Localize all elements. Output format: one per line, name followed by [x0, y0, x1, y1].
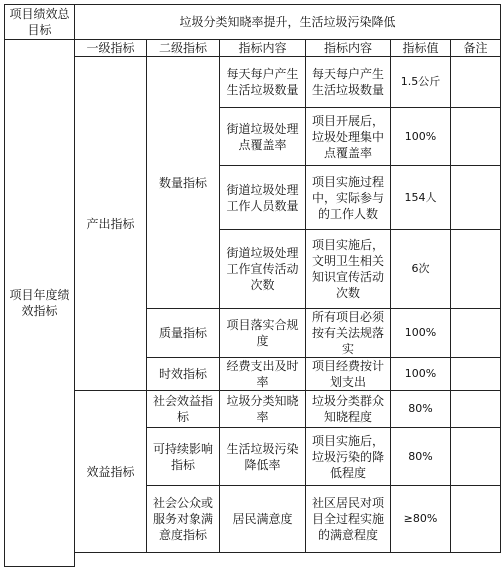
- goal-row: [5, 5, 501, 40]
- goal-label-cell: 项目绩效总目标: [5, 5, 75, 40]
- row-desc: 项目实施后，垃圾污染的降低程度: [306, 428, 391, 486]
- row-content: 每天每户产生生活垃圾数量: [220, 57, 306, 108]
- row-remark: [451, 486, 501, 553]
- row-remark: [451, 57, 501, 108]
- row-content: 街道垃圾处理工作人员数量: [220, 166, 306, 230]
- row-desc: 所有项目必须按有关法规落实: [306, 309, 391, 358]
- header-value: 指标值: [391, 40, 451, 57]
- row-content: 街道垃圾处理点覆盖率: [220, 108, 306, 166]
- quantity-indicator-cell: 数量指标: [147, 57, 220, 309]
- quality-indicator-cell: 质量指标: [147, 309, 220, 358]
- social-benefit-cell: 社会效益指标: [147, 391, 220, 428]
- row-value: 80%: [391, 391, 451, 428]
- table-row: [5, 391, 501, 428]
- row-remark: [451, 309, 501, 358]
- row-remark: [451, 108, 501, 166]
- row-content: 街道垃圾处理工作宣传活动次数: [220, 230, 306, 309]
- row-desc: 项目开展后，垃圾处理集中点覆盖率: [306, 108, 391, 166]
- row-value: 80%: [391, 428, 451, 486]
- row-content: 项目落实合规度: [220, 309, 306, 358]
- row-desc: 项目实施后，文明卫生相关知识宣传活动次数: [306, 230, 391, 309]
- row-desc: 项目经费按计划支出: [306, 358, 391, 391]
- row-remark: [451, 358, 501, 391]
- goal-text-cell: 垃圾分类知晓率提升，生活垃圾污染降低: [75, 5, 501, 40]
- timeliness-indicator-cell: 时效指标: [147, 358, 220, 391]
- performance-target-table: [4, 4, 501, 567]
- row-value: 100%: [391, 309, 451, 358]
- row-remark: [451, 391, 501, 428]
- row-value: ≥80%: [391, 486, 451, 553]
- header-level2: 二级指标: [147, 40, 220, 57]
- sustainable-impact-cell: 可持续影响指标: [147, 428, 220, 486]
- row-content: 垃圾分类知晓率: [220, 391, 306, 428]
- row-value: 1.5公斤: [391, 57, 451, 108]
- row-content: 生活垃圾污染降低率: [220, 428, 306, 486]
- row-desc: 社区居民对项目全过程实施的满意程度: [306, 486, 391, 553]
- benefit-indicator-cell: 效益指标: [75, 391, 147, 553]
- output-indicator-cell: 产出指标: [75, 57, 147, 391]
- header-content2: 指标内容: [306, 40, 391, 57]
- table-row: [5, 57, 501, 108]
- row-content: 居民满意度: [220, 486, 306, 553]
- row-desc: 每天每户产生生活垃圾数量: [306, 57, 391, 108]
- row-remark: [451, 166, 501, 230]
- year-label-cell: 项目年度绩效指标: [5, 40, 75, 567]
- header-remark: 备注: [451, 40, 501, 57]
- row-remark: [451, 428, 501, 486]
- header-level1: 一级指标: [75, 40, 147, 57]
- satisfaction-indicator-cell: 社会公众或服务对象满意度指标: [147, 486, 220, 553]
- row-value: 6次: [391, 230, 451, 309]
- header-content1: 指标内容: [220, 40, 306, 57]
- row-value: 100%: [391, 108, 451, 166]
- row-remark: [451, 230, 501, 309]
- header-row: [5, 40, 501, 57]
- row-desc: 项目实施过程中，实际参与的工作人数: [306, 166, 391, 230]
- row-value: 154人: [391, 166, 451, 230]
- row-content: 经费支出及时率: [220, 358, 306, 391]
- row-value: 100%: [391, 358, 451, 391]
- row-desc: 垃圾分类群众知晓程度: [306, 391, 391, 428]
